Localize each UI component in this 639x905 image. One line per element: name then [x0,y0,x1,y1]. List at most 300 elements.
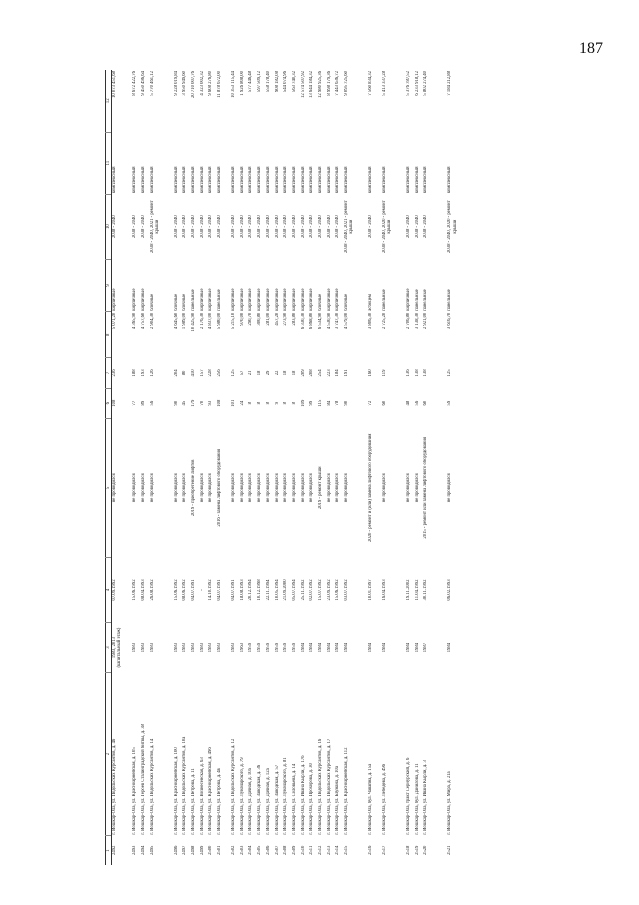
year-cell: 1984 [309,642,315,653]
value-cell: 108 [217,399,223,407]
column-header: 11 [106,132,112,194]
date-cell: 04.07.1991 [191,579,197,601]
repair-kind-cell: комплексный [274,166,280,194]
cost-cell: 9 450 496,64 [140,71,146,96]
repair-kind-cell: комплексный [283,166,289,194]
repair-kind-cell: комплексный [231,166,237,194]
area-cell: 4 645,60 [173,312,179,330]
repair-status-cell: не проводился [248,473,254,503]
repair-status-cell: не проводился [132,473,138,503]
value-cell: 179 [191,399,197,407]
wall-material-cell: панельные [447,289,453,311]
date-cell: 14.10.1992 [208,579,214,601]
cost-cell: 12 980 925,36 [317,71,323,98]
row-number: 2516 [368,845,374,855]
table-row [275,70,284,865]
repair-status-cell: 2019 - приобретение лифтов [191,459,197,517]
table-row [174,70,183,865]
column-header: 4 [106,557,112,622]
year-cell: 1983 [182,642,188,653]
value-cell: 8 [257,401,263,405]
date-cell: 15.06.1992 [132,579,138,601]
period-cell: 2038 - 2040, 2020 - ремонт крыши [382,200,393,253]
row-gap [437,70,447,865]
value-cell: 209 [300,369,306,377]
year-cell: 1983 [231,642,237,653]
year-cell: 1959 [248,642,254,653]
year-cell: 1983 [208,642,214,653]
date-cell: 30.11.1992 [423,579,429,601]
table-row [344,70,358,865]
year-cell: 1983 [191,642,197,653]
wall-material-cell: асбоцем [368,294,374,311]
row-number: 2495 [149,845,155,855]
period-cell: 2038 - 2040 [423,215,429,238]
repair-status-cell: не проводился [173,473,179,503]
wall-material-cell: панельные [191,289,197,311]
year-cell: 1959 [265,642,271,653]
area-cell: 2 706,80 [406,312,412,330]
repair-kind-cell: комплексный [173,166,179,194]
date-cell: 19.11.2002 [406,579,412,601]
table-row [200,70,209,865]
address-cell: г. Йошкар-Ола, ул. Героев Сталинградской битвы, д. 38 [140,724,146,835]
repair-status-cell: не проводился [283,473,289,503]
repair-status-cell: не проводился [291,473,297,503]
wall-material-cell: блочные [182,293,188,311]
repair-status-cell: не проводился [140,473,146,503]
table-row [406,70,415,865]
value-cell: 99 [309,400,315,406]
cost-cell: 577 446,48 [248,71,254,93]
row-gap [164,70,174,865]
table-row [231,70,240,865]
year-cell: 1984 [300,642,306,653]
row-number: 2510 [300,845,306,855]
repair-kind-cell: комплексный [309,166,315,194]
area-cell: 2 904,30 [149,312,155,330]
period-cell: 2038 - 2040, 2021 - ремонт крыши [344,200,355,253]
row-number: 2514 [335,845,341,855]
repair-status-cell: не проводился [447,473,453,503]
year-cell: 1963 [239,642,245,653]
column-header: 2 [106,673,112,836]
row-number: 2494 [140,845,146,855]
wall-material-cell: кирпичные [140,288,146,311]
row-number: 2519 [414,845,420,855]
value-cell: 48 [406,400,412,406]
period-cell: 2038 - 2040, 2021 - ремонт крыши [149,200,160,253]
address-cell: г. Йошкар-Ола, ул. Луначарского, д. 79 [239,757,245,835]
row-gap-cell [164,70,174,865]
value-cell: 115 [317,399,323,407]
address-cell: г. Йошкар-Ола, бул. Чавайна, д. 15а [368,763,374,835]
value-cell: 188 [132,369,138,377]
wall-material-cell: кирпичные [265,288,271,311]
value-cell: 191 [344,369,350,377]
value-cell: 78 [335,400,341,406]
year-cell: 1959 [291,642,297,653]
date-cell: 20.12.1994 [248,579,254,601]
period-cell: 2038 - 2040 [112,215,118,238]
period-cell: 2038 - 2040 [248,215,254,238]
row-number: 2512 [317,845,323,855]
period-cell: 2038 - 2040 [300,215,306,238]
date-cell: 08.04.1993 [140,579,146,601]
table-row [141,70,150,865]
value-cell: 18 [283,370,289,376]
wall-material-cell: блочные [317,293,323,311]
year-cell: 1959 [274,642,280,653]
wall-material-cell: кирпичные [335,288,341,311]
repair-kind-cell: комплексный [414,166,420,194]
date-cell: 04.07.1991 [217,579,223,601]
column-header: 7 [106,358,112,388]
address-cell: г. Йошкар-Ола, ул. Баумана, д. 10а [335,766,341,835]
period-cell: 2038 - 2040 [368,215,374,238]
area-cell: 290,70 [248,312,254,326]
address-cell: г. Йошкар-Ола, ул. Ивана Кырли, д. 3 [423,760,429,835]
address-cell: г. Йошкар-Ола, ул. Красноармейская, д. 100 [173,747,179,835]
cost-cell: 7 560 834,32 [368,71,374,96]
repair-kind-cell: комплексный [132,166,138,194]
period-cell: 2038 - 2040 [335,215,341,238]
area-cell: 300,80 [257,312,263,326]
date-cell: 15.07.1992 [317,579,323,601]
value-cell: 138 [414,369,420,377]
repair-status-cell: 2020 - ремонт и (или) замена лифтового оборудования [368,433,374,543]
wall-material-cell: панельные [217,289,223,311]
period-cell: 2038 - 2040 [239,215,245,238]
period-cell: 2038 - 2040 [191,215,197,238]
wall-material-cell: панельные [414,289,420,311]
value-cell: 236 [112,369,118,377]
table-row [382,70,396,865]
table-row [182,70,191,865]
cost-cell: 5 770 461,12 [149,71,155,96]
repair-status-cell: не проводился [382,473,388,503]
repair-kind-cell: комплексный [326,166,332,194]
area-cell: 6 534,90 [317,312,323,330]
value-cell: 410 [191,369,197,377]
address-cell: г. Йошкар-Ола, ул. Мира, д. 21а [447,771,453,835]
value-cell: 72 [368,400,374,406]
date-cell: 08.06.1992 [182,579,188,601]
column-header: 6 [106,388,112,418]
column-header: 8 [106,312,112,358]
area-cell: 4 837,00 [208,312,214,330]
date-cell: 10.05.1994 [274,579,280,601]
area-cell: 2 921,00 [423,312,429,330]
area-cell: 283,80 [291,312,297,326]
cost-cell: 5 376 787,52 [406,71,412,96]
year-cell: 1984 [326,642,332,653]
value-cell: 56 [414,400,420,406]
address-cell: г. Йошкар-Ола, ул. Соловьева, д. 14 [291,763,297,835]
address-cell: г. Йошкар-Ола, тракт Сернурский, д. 6 [406,757,412,835]
repair-kind-cell: комплексный [112,166,118,194]
area-cell: 4 530,90 [326,312,332,330]
row-number: 2508 [283,845,289,855]
value-cell: 80 [182,370,188,376]
cost-cell: 8 998 179,36 [326,71,332,96]
table-row [191,70,200,865]
period-cell: 2038 - 2040 [406,215,412,238]
period-cell: 2038 - 2040 [231,215,237,238]
value-cell: 18 [291,370,297,376]
repair-status-cell: не проводился [208,473,214,503]
value-cell: 57 [239,370,245,376]
year-cell: 1984 [344,642,350,653]
table-row [368,70,382,865]
value-cell: 160 [368,369,374,377]
year-cell: 1983 [132,642,138,653]
year-cell: 1983 [149,642,155,653]
area-cell: 6 868,80 [309,312,315,330]
value-cell: 136 [406,369,412,377]
area-cell: 457,20 [274,312,280,326]
repair-status-cell: не проводился [274,473,280,503]
period-cell: 2038 - 2040 [182,215,188,238]
area-cell: 3 806,30 [368,312,374,330]
address-cell: г. Йошкар-Ола, ул. Дачная, д. 10а [248,768,254,835]
period-cell: 2038 - 2040 [217,215,223,238]
cost-cell: 7 443 636,72 [335,71,341,96]
wall-material-cell: кирпичные [248,288,254,311]
row-number: 2502 [231,845,237,855]
table-row [318,70,327,865]
date-cell: 21.09.2000 [283,579,289,601]
row-number: 2518 [406,845,412,855]
housing-repair-table [105,70,461,865]
value-cell: 60 [423,400,429,406]
date-cell: 25.11.1992 [300,579,306,601]
repair-kind-cell: комплексный [335,166,341,194]
year-cell: 1959 [283,642,289,653]
row-gap [396,70,406,865]
area-cell: 281,00 [265,312,271,326]
repair-kind-cell: комплексный [239,166,245,194]
repair-status-cell: не проводился [309,473,315,503]
value-cell: 60 [382,400,388,406]
rotated-table-sheet [105,70,540,865]
address-cell: г. Йошкар-Ола, ул. Красноармейская, д. 49б [208,747,214,835]
date-cell: 18.08.1993 [239,579,245,601]
area-cell: 6 330,30 [300,312,306,330]
address-cell: г. Йошкар-Ола, ул. Заводская, д. 57 [274,764,280,835]
wall-material-cell: кирпичные [112,288,118,311]
row-number: 2515 [344,845,350,855]
repair-status-cell: не проводился [149,473,155,503]
period-cell: 2038 - 2040 [414,215,420,238]
column-header: 1 [106,836,112,865]
value-cell: 29 [265,370,271,376]
period-cell: 2038 - 2040 [208,215,214,238]
address-cell: г. Йошкар-Ола, ул. Ивана Кырли, д. 17б [300,755,306,835]
repair-status-cell: не проводился [326,473,332,503]
row-number: 2498 [191,845,197,855]
repair-kind-cell: комплексный [199,166,205,194]
repair-status-cell: 2016 - замена лифтового оборудования [217,448,223,527]
value-cell: 119 [382,369,388,377]
value-cell: 8 [291,401,297,405]
cost-cell: 7 184 212,88 [447,71,453,96]
wall-material-cell: кирпичные [257,288,263,311]
row-gap-cell [437,70,447,865]
cost-cell: 3 950 949,60 [182,71,188,96]
value-cell: 8 [248,401,254,405]
table-row [208,70,217,865]
table-row [248,70,257,865]
area-cell: 2 176,30 [199,312,205,330]
area-cell: 273,90 [283,312,289,326]
date-cell: 10.01.1997 [368,579,374,601]
area-cell: 5 215,10 [231,312,237,330]
cost-cell: 8 672 422,76 [132,71,138,96]
wall-material-cell: кирпичные [326,288,332,311]
repair-kind-cell: комплексный [368,166,374,194]
date-cell: 07.09.1992 [112,579,118,601]
wall-material-cell: панельные [423,289,429,311]
value-cell: 101 [231,399,237,407]
cost-cell: 563 740,32 [291,71,297,93]
repair-kind-cell: комплексный [344,166,350,194]
cost-cell: 13 644 184,32 [309,71,315,98]
wall-material-cell: панельные [382,289,388,311]
value-cell: 21 [248,370,254,376]
cost-cell: 5 802 274,40 [423,71,429,96]
wall-material-cell: кирпичные [231,288,237,311]
wall-material-cell: кирпичные [274,288,280,311]
repair-status-cell: не проводился [239,473,245,503]
value-cell: 204 [173,369,179,377]
row-gap-cell [396,70,406,865]
period-cell: 2038 - 2040 [326,215,332,238]
row-number: 2501 [217,845,223,855]
cost-cell: 544 074,96 [283,71,289,93]
year-cell: 1984 [317,642,323,653]
address-cell: г. Йошкар-Ола, ул. Лебедева, д. 49б [382,763,388,835]
value-cell: 77 [132,400,138,406]
value-cell: 125 [447,369,453,377]
year-cell: 1984 [382,642,388,653]
cost-cell: 10 353 115,44 [231,71,237,98]
address-cell: г. Йошкар-Ола, ул. Подольских Курсантов, д. 14 [149,738,155,835]
cost-cell: 558 178,40 [265,71,271,93]
repair-status-cell: 2019 - ремонт крыши [317,466,323,510]
address-cell: г. Йошкар-Ола, ул. Подольских Курсантов, д. 17 [326,738,332,835]
address-cell: г. Йошкар-Ола, ул. Красноармейская, д. 112 [344,747,350,835]
repair-kind-cell: комплексный [217,166,223,194]
table-row [217,70,231,865]
cost-cell: 9 608 276,80 [208,71,214,96]
value-cell: 22 [274,370,280,376]
cost-cell: 6 233 918,12 [414,71,420,96]
period-cell: 2038 - 2040 [309,215,315,238]
row-number: 2496 [173,845,179,855]
year-cell: 1984 [406,642,412,653]
date-cell: 02.07.1992 [309,579,315,601]
area-cell: 3 138,30 [414,312,420,330]
wall-material-cell: кирпичные [309,288,315,311]
value-cell: 125 [231,369,237,377]
repair-status-cell: не проводился [199,473,205,503]
value-cell: 256 [217,369,223,377]
year-cell: 1983 [173,642,179,653]
area-cell: 3 616,70 [447,312,453,330]
year-cell: 1984 [368,642,374,653]
repair-kind-cell: комплексный [149,166,155,194]
value-cell: 89 [140,400,146,406]
value-cell: 56 [149,400,155,406]
cost-cell: 908 182,08 [274,71,280,93]
value-cell: 24 [239,400,245,406]
row-number: 2513 [326,845,332,855]
row-gap-cell [122,70,132,865]
year-cell: 1983, 2013 (капитальный этаж) [112,627,123,668]
table-row [423,70,437,865]
period-cell: 2038 - 2040 [199,215,205,238]
date-cell: 10.12.1998 [257,579,263,601]
value-cell: 90 [173,400,179,406]
period-cell: 2038 - 2040 [283,215,289,238]
period-cell: 2038 - 2040 [257,215,263,238]
period-cell: 2038 - 2040 [265,215,271,238]
row-number: 2500 [208,845,214,855]
address-cell: г. Йошкар-Ола, ул. Подольских Курсантов, д. 10а [182,736,188,835]
value-cell: 228 [208,369,214,377]
period-cell: 2038 - 2040 [317,215,323,238]
wall-material-cell: кирпичные [132,288,138,311]
table-row [292,70,301,865]
value-cell: 59 [447,400,453,406]
repair-status-cell: не проводился [231,473,237,503]
row-number: 2511 [309,845,315,855]
address-cell: г. Йошкар-Ола, ул. Петрова, д. 4в [217,768,223,835]
date-cell: 04.07.1991 [231,579,237,601]
cost-cell: 10 073 451,68 [112,71,118,98]
repair-kind-cell: комплексный [140,166,146,194]
wall-material-cell: кирпичные [239,288,245,311]
date-cell: 05.07.1994 [291,579,297,601]
value-cell: 208 [309,369,315,377]
value-cell: 90 [344,400,350,406]
period-cell: 2038 - 2040 [132,215,138,238]
wall-material-cell: кирпичные [291,288,297,311]
date-cell: 16.04.1993 [382,579,388,601]
page-number: 187 [579,40,603,57]
area-cell: 2 725,20 [382,312,388,330]
row-number: 2504 [248,845,254,855]
value-cell: 109 [300,399,306,407]
repair-kind-cell: комплексный [248,166,254,194]
year-cell: 1984 [335,642,341,653]
table-row [150,70,164,865]
area-cell: 3 747,30 [335,312,341,330]
column-header: 3 [106,623,112,673]
date-cell: 15.06.1992 [173,579,179,601]
value-cell: 193 [140,369,146,377]
row-number: 2492 [112,845,118,855]
cost-cell: 4 323 002,32 [199,71,205,96]
repair-status-cell: не проводился [182,473,188,503]
repair-kind-cell: комплексный [423,166,429,194]
repair-kind-cell: комплексный [300,166,306,194]
cost-cell: 20 710 007,76 [191,71,197,98]
date-cell: 11.04.1992 [414,579,420,601]
table-row [266,70,275,865]
value-cell: 126 [149,369,155,377]
